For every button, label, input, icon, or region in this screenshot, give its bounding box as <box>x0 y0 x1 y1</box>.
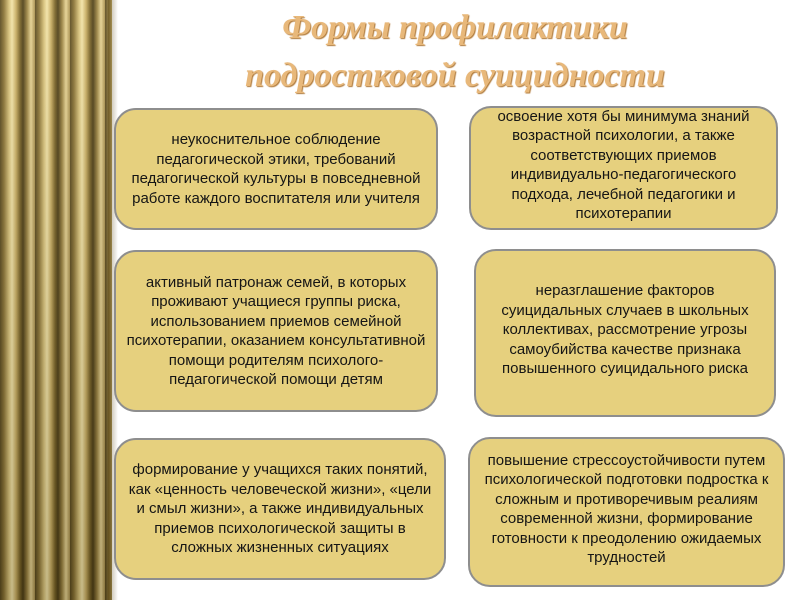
page-title <box>130 4 780 100</box>
prevention-form-box <box>469 106 778 230</box>
prevention-form-box <box>114 438 446 580</box>
prevention-form-text: неукоснительное соблюдение педагогической этики, требований педагогической культуры в повседневной работе каждого воспитателя или учителя <box>131 131 421 207</box>
prevention-form-text: активный патронаж семей, в которых проживают учащиеся группы риска, использованием приемов семейной психотерапии, оказанием консультативной помощи родителям психолого-педагогической помощи детям <box>126 273 426 388</box>
prevention-form-text: освоение хотя бы минимума знаний возрастной психологии, а также соответствующих приемов индивидуально-педагогического подхода, лечебной педагогики и психотерапии <box>497 107 750 222</box>
prevention-form-box <box>114 108 438 230</box>
title-text: Формы профилактики подростковой суицидности <box>245 9 665 94</box>
prevention-form-text: повышение стрессоустойчивости путем психологической подготовки подростка к сложным и противоречивым реалиям современной жизни, формирование готовности к преодолению ожидаемых трудностей <box>484 451 769 566</box>
prevention-form-text: неразглашение факторов суицидальных случаев в школьных коллективах, рассмотрение угрозы самоубийства качестве признака повышенного суицидального риска <box>501 282 749 378</box>
prevention-form-box <box>474 249 776 417</box>
prevention-form-box <box>468 437 785 587</box>
prevention-form-text: формирование у учащихся таких понятий, как «ценность человеческой жизни», «цели и смыл жизни», а также индивидуальных приемов психологической защиты в сложных жизненных ситуациях <box>128 461 432 557</box>
prevention-form-box <box>114 250 438 412</box>
decorative-curtain <box>0 0 112 600</box>
